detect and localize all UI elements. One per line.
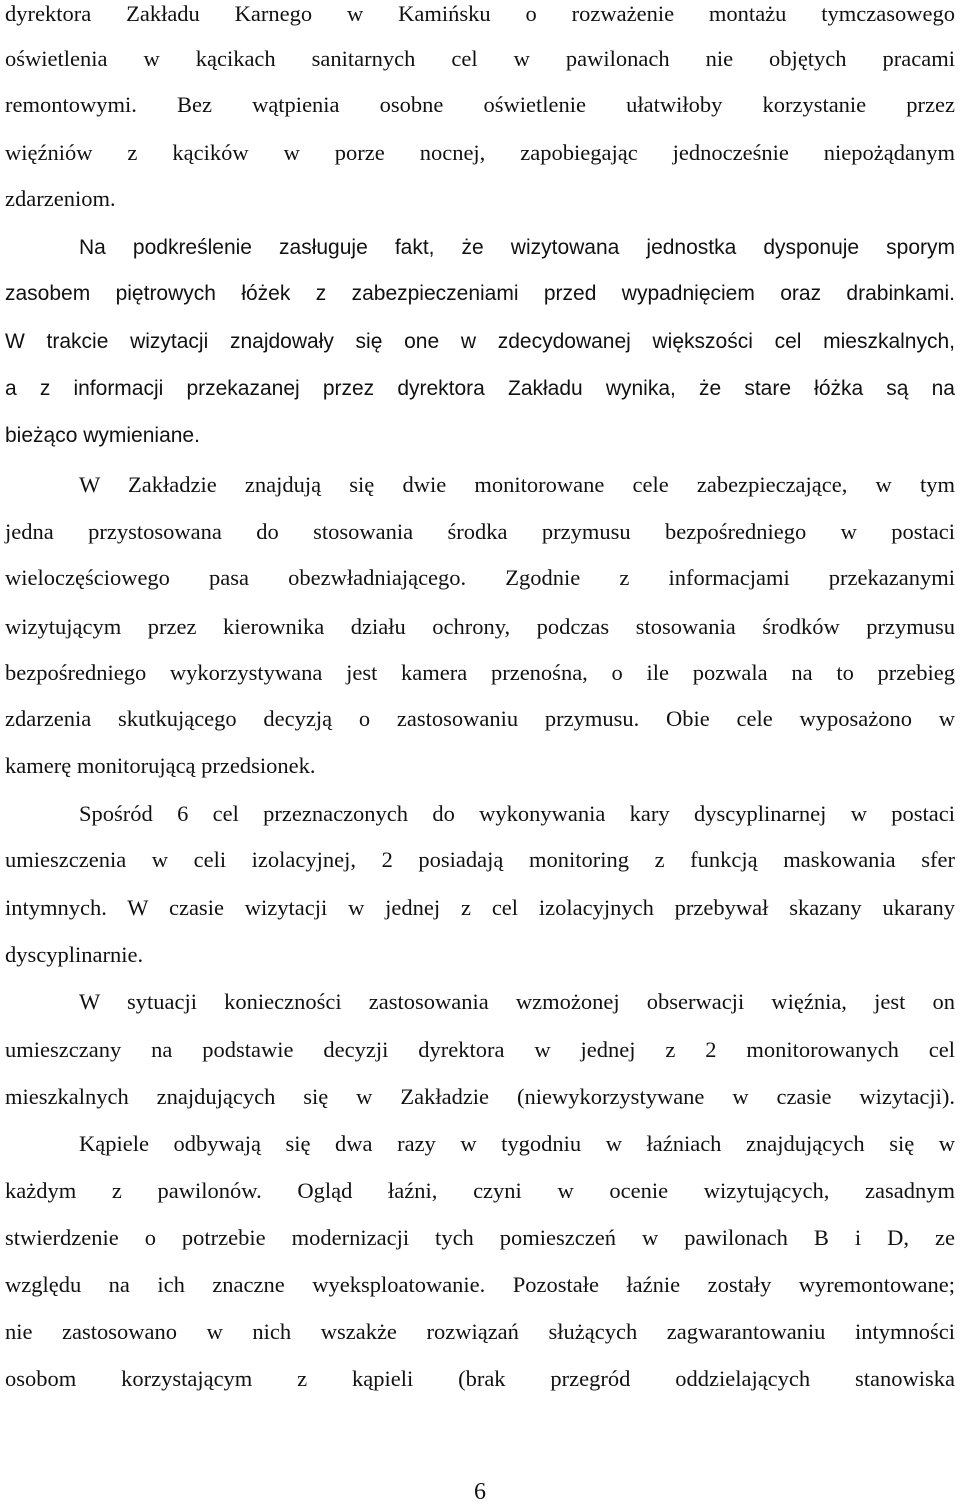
text-line: W sytuacji konieczności zastosowania wzmożonej obserwacji więźnia, jest on <box>79 989 955 1014</box>
text-line: względu na ich znaczne wyeksploatowanie. Pozostałe łaźnie zostały wyremontowane; <box>5 1272 955 1297</box>
text-line: zasobem piętrowych łóżek z zabezpieczeniami przed wypadnięciem oraz drabinkami. <box>5 282 955 305</box>
text-line: zdarzeniom. <box>5 186 116 211</box>
text-line: W trakcie wizytacji znajdowały się one w zdecydowanej większości cel mieszkalnych, <box>5 330 955 353</box>
text-line: Spośród 6 cel przeznaczonych do wykonywania kary dyscyplinarnej w postaci <box>79 801 955 826</box>
text-line: umieszczany na podstawie decyzji dyrektora w jednej z 2 monitorowanych cel <box>5 1037 955 1062</box>
text-line: Kąpiele odbywają się dwa razy w tygodniu w łaźniach znajdujących się w <box>79 1131 955 1156</box>
text-line: mieszkalnych znajdujących się w Zakładzie (niewykorzystywane w czasie wizytacji). <box>5 1084 955 1109</box>
text-line: bieżąco wymieniane. <box>5 424 200 447</box>
text-line: jedna przystosowana do stosowania środka przymusu bezpośredniego w postaci <box>5 519 955 544</box>
text-line: osobom korzystającym z kąpieli (brak przegród oddzielających stanowiska <box>5 1366 955 1391</box>
text-line: W Zakładzie znajdują się dwie monitorowane cele zabezpieczające, w tym <box>79 472 955 497</box>
text-line: każdym z pawilonów. Ogląd łaźni, czyni w ocenie wizytujących, zasadnym <box>5 1178 955 1203</box>
text-line: oświetlenia w kącikach sanitarnych cel w pawilonach nie objętych pracami <box>5 46 955 71</box>
text-line: remontowymi. Bez wątpienia osobne oświetlenie ułatwiłoby korzystanie przez <box>5 92 955 117</box>
text-line: dyrektora Zakładu Karnego w Kamińsku o rozważenie montażu tymczasowego <box>5 1 955 26</box>
text-line: umieszczenia w celi izolacyjnej, 2 posiadają monitoring z funkcją maskowania sfer <box>5 847 955 872</box>
text-line: zdarzenia skutkującego decyzją o zastosowaniu przymusu. Obie cele wyposażono w <box>5 706 955 731</box>
text-line: a z informacji przekazanej przez dyrektora Zakładu wynika, że stare łóżka są na <box>5 377 955 400</box>
text-line: wizytującym przez kierownika działu ochrony, podczas stosowania środków przymusu <box>5 614 955 639</box>
text-line: kamerę monitorującą przedsionek. <box>5 753 316 778</box>
text-line: stwierdzenie o potrzebie modernizacji tych pomieszczeń w pawilonach B i D, ze <box>5 1225 955 1250</box>
text-line: nie zastosowano w nich wszakże rozwiązań służących zagwarantowaniu intymności <box>5 1319 955 1344</box>
page-number: 6 <box>474 1479 486 1505</box>
text-line: intymnych. W czasie wizytacji w jednej z cel izolacyjnych przebywał skazany ukarany <box>5 895 955 920</box>
text-line: więźniów z kącików w porze nocnej, zapobiegając jednocześnie niepożądanym <box>5 140 955 165</box>
text-line: Na podkreślenie zasługuje fakt, że wizytowana jednostka dysponuje sporym <box>79 236 955 259</box>
text-line: bezpośredniego wykorzystywana jest kamera przenośna, o ile pozwala na to przebieg <box>5 660 955 685</box>
text-line: dyscyplinarnie. <box>5 942 144 967</box>
text-line: wieloczęściowego pasa obezwładniającego. Zgodnie z informacjami przekazanymi <box>5 565 955 590</box>
